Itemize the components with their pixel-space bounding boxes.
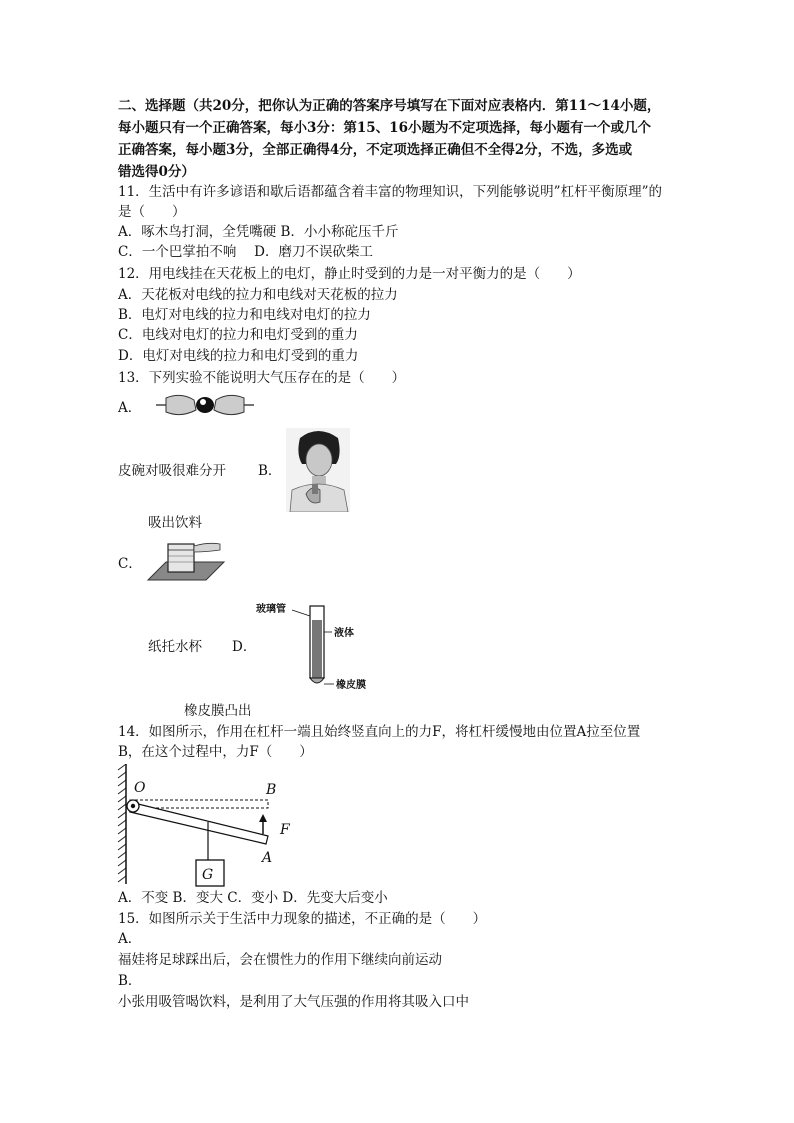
section-header-line2: 每小题只有一个正确答案，每小3分：第15、16小题为不定项选择，每小题有一个或几个 (118, 120, 651, 136)
q15-stem: 15．如图所示关于生活中力现象的描述，不正确的是（ ） (118, 911, 487, 927)
q12-stem: 12．用电线挂在天花板上的电灯，静止时受到的力是一对平衡力的是（ ） (118, 266, 581, 282)
q11-options-line2: C．一个巴掌拍不响 D．磨刀不误砍柴工 (118, 244, 373, 260)
q13-option-c-label: C． (118, 556, 142, 572)
point-o-label: O (134, 780, 146, 796)
weight-g-label: G (202, 867, 214, 883)
q13-option-b-label: B． (258, 463, 282, 479)
q12-option-b: B．电灯对电线的拉力和电线对电灯的拉力 (118, 307, 371, 323)
tube-label: 玻璃管 (256, 604, 286, 615)
film-label: 橡皮膜 (336, 680, 366, 691)
liquid-label: 液体 (334, 628, 354, 639)
q11-stem-line2: 是（ ） (118, 204, 186, 220)
q12-option-c: C．电线对电灯的拉力和电灯受到的重力 (118, 327, 358, 343)
lever-diagram (116, 764, 296, 888)
q14-stem-line2: B，在这个过程中，力F（ ） (118, 744, 313, 760)
q13-option-d-caption: 橡皮膜凸出 (184, 703, 252, 719)
q13-option-b-caption: 吸出饮料 (148, 515, 202, 531)
section-header-line4: 错选得0分） (118, 164, 195, 180)
q12-option-a: A．天花板对电线的拉力和电线对天花板的拉力 (118, 287, 398, 303)
q15-option-b-text: 小张用吸管喝饮料，是利用了大气压强的作用将其吸入口中 (118, 994, 469, 1010)
q13-option-a-label: A． (118, 400, 142, 416)
q13-option-d-label: D． (232, 639, 257, 655)
q15-option-b-label: B． (118, 973, 142, 989)
glass-tube-figure (254, 600, 380, 692)
person-drinking-photo (286, 428, 350, 512)
q13-option-a-caption: 皮碗对吸很难分开 (118, 463, 226, 479)
q13-option-c-caption: 纸托水杯 (148, 639, 202, 655)
force-f-label: F (280, 822, 290, 838)
q14-options: A．不变 B．变大 C．变小 D．先变大后变小 (118, 890, 388, 906)
paper-cup-figure (146, 540, 226, 586)
section-header-line3: 正确答案，每小题3分，全部正确得4分，不定项选择正确但不全得2分，不选，多选或 (118, 142, 633, 158)
suction-cups-figure (156, 388, 254, 424)
section-header-line1: 二、选择题（共20分，把你认为正确的答案序号填写在下面对应表格内．第11～14小题， (118, 98, 661, 114)
q14-stem-line1: 14．如图所示，作用在杠杆一端且始终竖直向上的力F，将杠杆缓慢地由位置A拉至位置 (118, 724, 641, 740)
q15-option-a-text: 福娃将足球踩出后，会在惯性力的作用下继续向前运动 (118, 952, 442, 968)
q12-option-d: D．电灯对电线的拉力和电灯受到的重力 (118, 348, 359, 364)
point-a-label: A (262, 850, 273, 866)
q11-options-line1: A．啄木鸟打洞，全凭嘴硬 B．小小称砣压千斤 (118, 224, 399, 240)
q15-option-a-label: A． (118, 931, 142, 947)
point-b-label: B (266, 782, 277, 798)
q11-stem-line1: 11．生活中有许多谚语和歇后语都蕴含着丰富的物理知识，下列能够说明”杠杆平衡原理”的 (118, 184, 662, 200)
q13-stem: 13．下列实验不能说明大气压存在的是（ ） (118, 370, 406, 386)
